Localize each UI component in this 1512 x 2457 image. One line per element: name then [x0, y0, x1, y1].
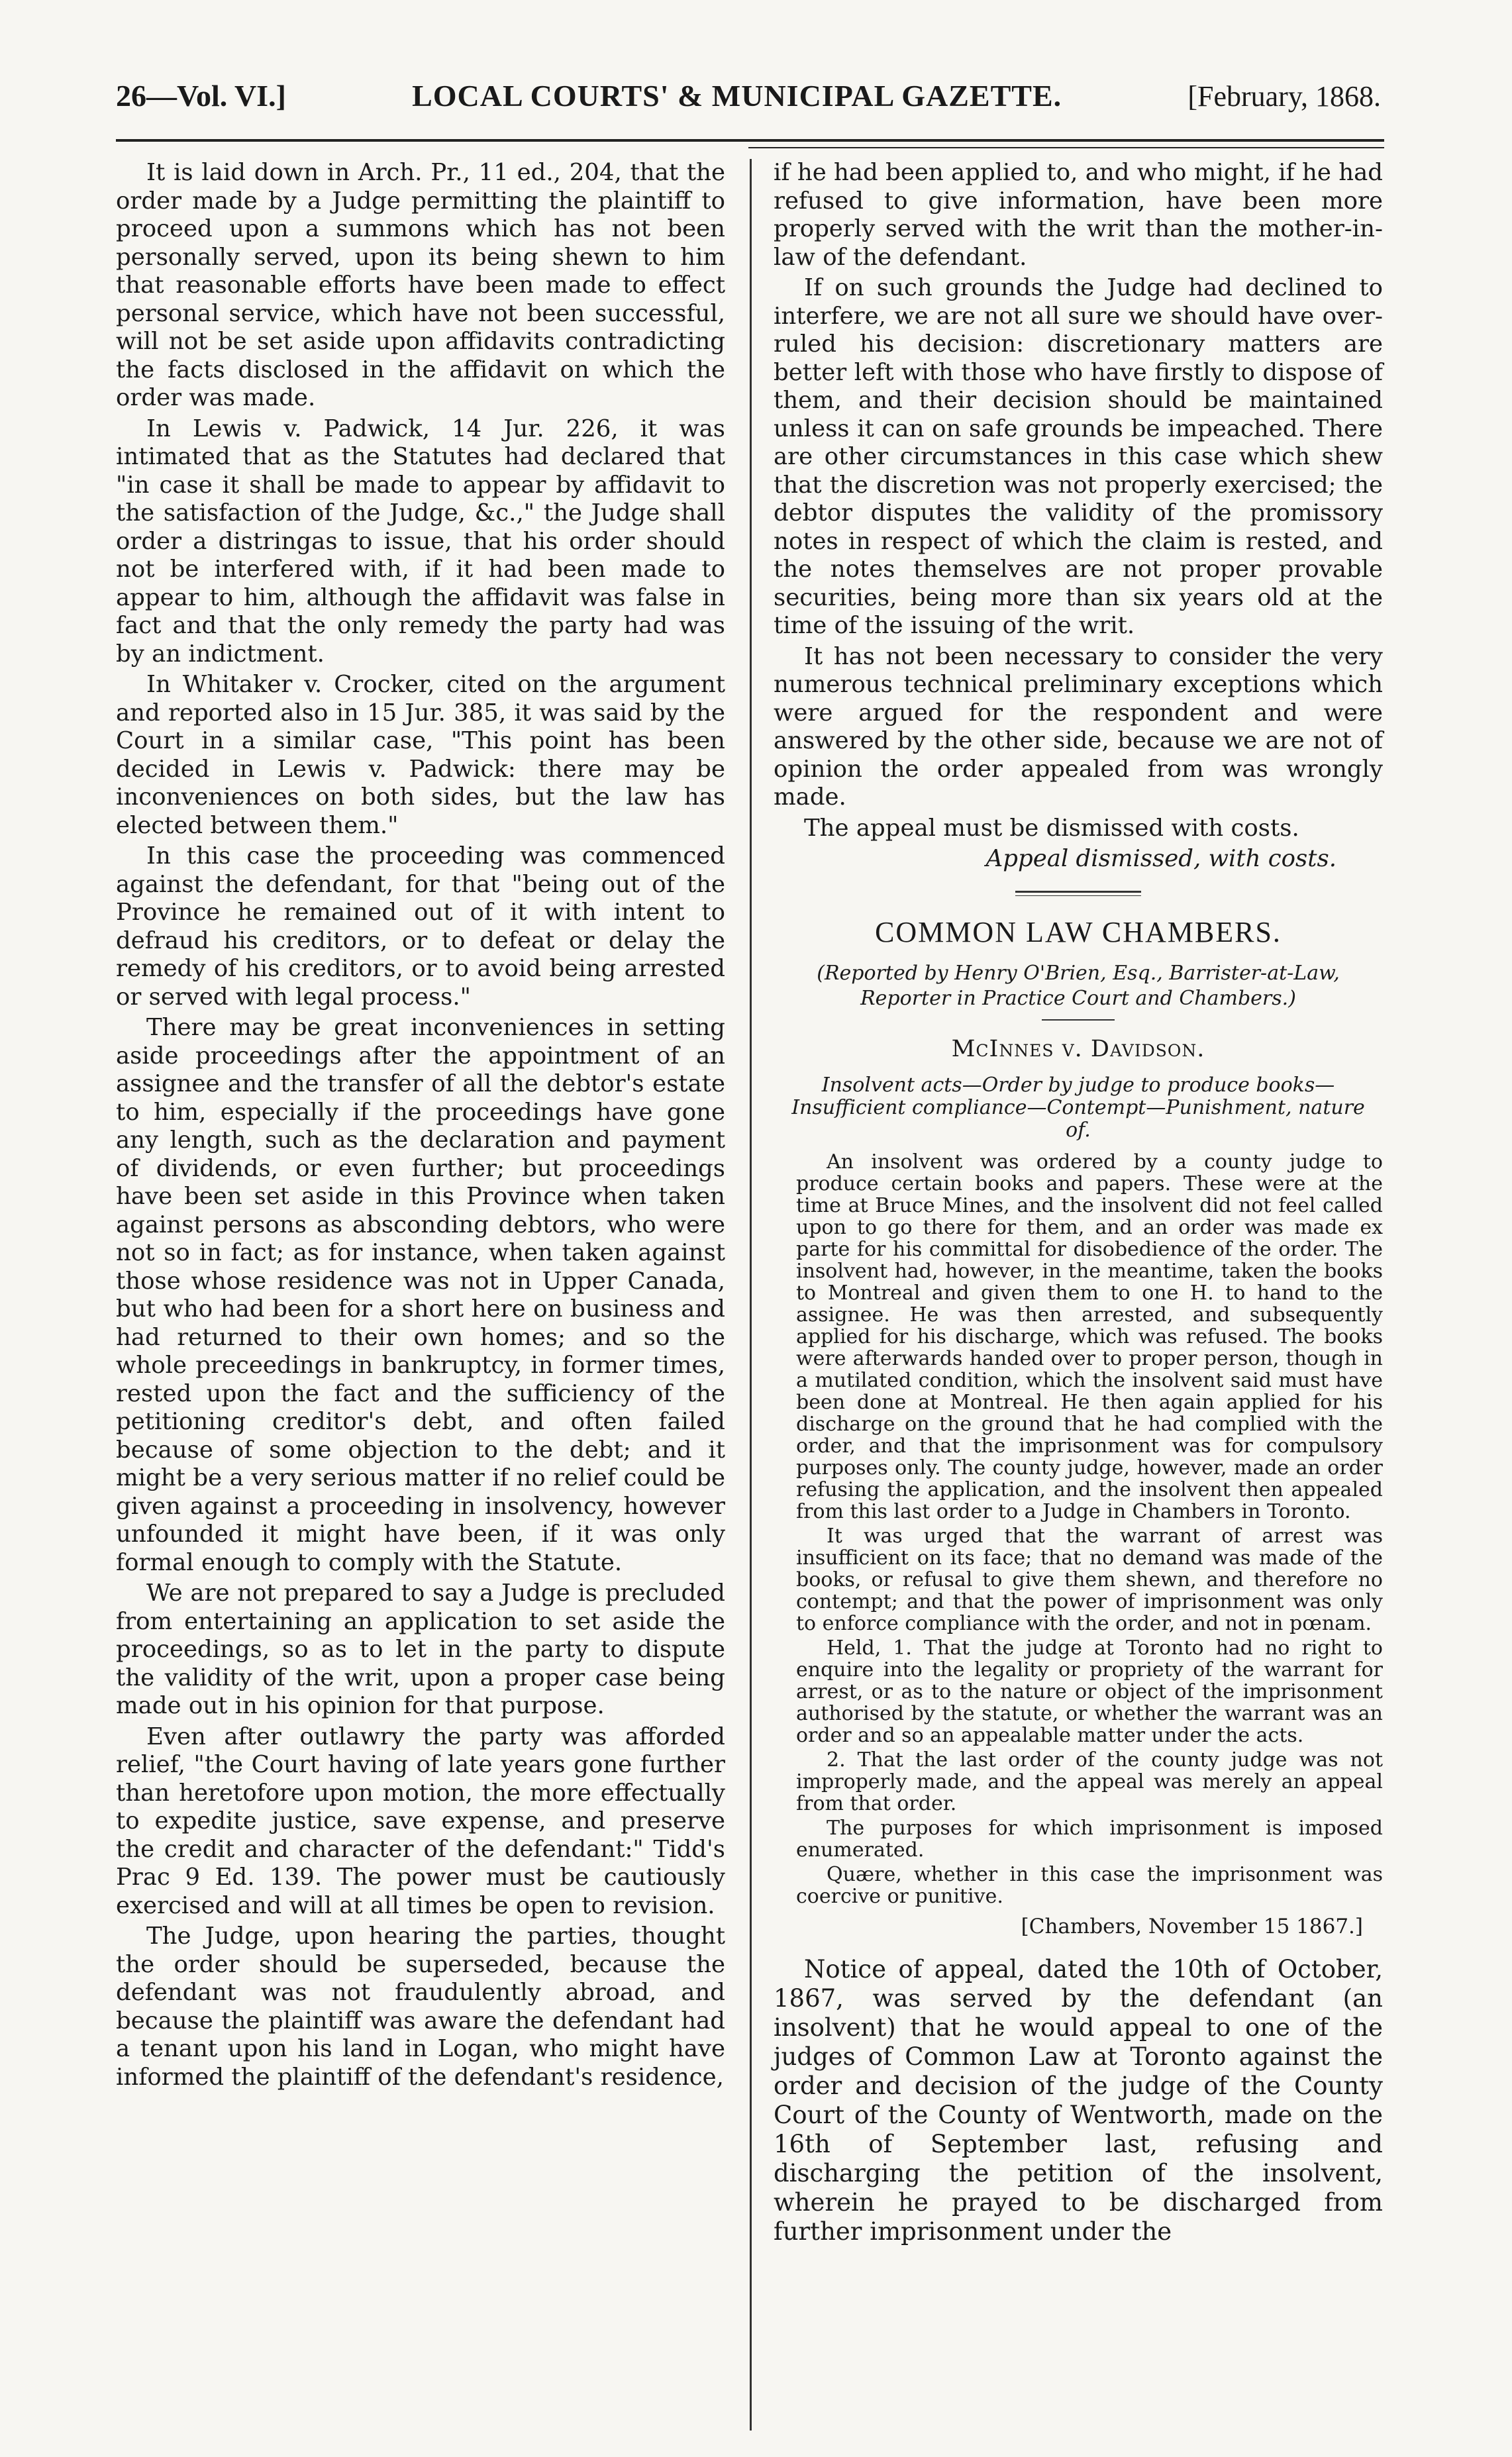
section-rule	[1015, 891, 1141, 896]
headnote: Quære, whether in this case the imprisonment was coercive or punitive.	[796, 1862, 1383, 1908]
paragraph: In this case the proceeding was commenced against the defendant, for that "being out of the Province he remained out of it with intent to defraud his creditors, or to defeat or delay the remedy of his creditors, or to avoid being arrested or served with legal process."	[116, 842, 725, 1011]
paragraph: It has not been necessary to consider the very numerous technical preliminary exceptions which were argued for the respondent and were answered by the other side, because we are not of opinion the order appealed from was wrongly made.	[774, 642, 1383, 811]
paragraph: In Lewis v. Padwick, 14 Jur. 226, it was intimated that as the Statutes had declared that "in case it shall be made to appear by affidavit to the satisfaction of the Judge, &c.," the Judge shall order a distringas to issue, that his order should not be interfered with, if it had been made to appear to him, although the affidavit was false in fact and that the only remedy the party had was by an indictment.	[116, 415, 725, 668]
chambers-date: [Chambers, November 15 1867.]	[1021, 1914, 1363, 1938]
paragraph: The appeal must be dismissed with costs.	[804, 814, 1299, 842]
page-number: 26—Vol. VI.]	[116, 79, 286, 113]
headnote: The purposes for which imprisonment is imposed enumerated.	[796, 1816, 1383, 1862]
page-header	[116, 78, 1381, 131]
case-result: Appeal dismissed, with costs.	[985, 845, 1336, 872]
paragraph: if he had been applied to, and who might, if he had refused to give information, have been more properly served with the writ than the mother-in-law of the defendant.	[774, 159, 1383, 271]
column-divider	[750, 159, 752, 2431]
publication-title: LOCAL COURTS' & MUNICIPAL GAZETTE.	[412, 79, 1062, 113]
section-title: COMMON LAW CHAMBERS.	[875, 915, 1282, 948]
paragraph: It is laid down in Arch. Pr., 11 ed., 204, that the order made by a Judge permitting the plaintiff to proceed upon a summons which has not been personally served, upon its being shewn to him that reasonable efforts have been made to effect personal service, which have not been successful, will not be set aside upon affidavits contradicting the facts disclosed in the affidavit on which the order was made.	[116, 159, 725, 411]
header-rule	[116, 139, 1384, 142]
issue-date: [February, 1868.	[1187, 80, 1381, 113]
paragraph: In Whitaker v. Crocker, cited on the argument and reported also in 15 Jur. 385, it was said by the Court in a similar case, "This point has been decided in Lewis v. Padwick: there may be inconveniences on both sides, but the law has elected between them."	[116, 671, 725, 839]
header-rule-secondary	[748, 147, 1384, 148]
paragraph: There may be great inconveniences in setting aside proceedings after the appointment of an assignee and the transfer of all the debtor's estate to him, especially if the proceedings have gone any length, such as the declaration and payment of dividends, or even further; but proceedings have been set aside in this Province when taken against persons as absconding debtors, who were not so in fact; as for instance, when taken against those whose residence was not in Upper Canada, but who had been for a short here on business and had returned to their own homes; and so the whole preceedings in bankruptcy, in former times, rested upon the fact and the sufficiency of the petitioning creditor's debt, and often failed because of some objection to the debt; and it might be a very serious matter if no relief could be given against a proceeding in insolvency, however unfounded it might have been, if it was only formal enough to comply with the Statute.	[116, 1014, 725, 1576]
reporter-note: (Reported by Henry O'Brien, Esq., Barrister-at-Law, Reporter in Practice Court and Chambers.)	[817, 962, 1340, 1010]
paragraph: The Judge, upon hearing the parties, thought the order should be superseded, because the defendant was not fraudulently abroad, and because the plaintiff was aware the defendant had a tenant upon his land in Logan, who might have informed the plaintiff of the defendant's residence,	[116, 1923, 725, 2091]
paragraph: Even after outlawry the party was afforded relief, "the Court having of late years gone further than heretofore upon motion, the more effectually to expedite justice, save expense, and preserve the credit and character of the defendant:" Tidd's Prac 9 Ed. 139. The power must be cautiously exercised and will at all times be open to revision.	[116, 1723, 725, 1919]
headnote: It was urged that the warrant of arrest was insufficient on its face; that no demand was made of the books, or refusal to give them shewn, and therefore no contempt; and that the power of imprisonment was only to enforce compliance with the order, and not in pœnam.	[796, 1524, 1383, 1635]
left-column	[116, 159, 725, 2094]
headnote: 2. That the last order of the county judge was not improperly made, and the appeal was merely an appeal from that order.	[796, 1748, 1383, 1815]
divider	[1042, 1019, 1115, 1021]
catchwords: Insolvent acts—Order by judge to produce books—Insufficient compliance—Contempt—Punishment, nature of.	[791, 1073, 1365, 1142]
paragraph: We are not prepared to say a Judge is precluded from entertaining an application to set aside the proceedings, so as to let in the party to dispute the validity of the writ, upon a proper case being made out in his opinion for that purpose.	[116, 1580, 725, 1719]
headnote: Held, 1. That the judge at Toronto had no right to enquire into the legality or propriety of the warrant for arrest, or as to the nature or object of the imprisonment authorised by the statute, or whether the warrant was an order and so an appealable matter under the acts.	[796, 1636, 1383, 1747]
paragraph: If on such grounds the Judge had declined to interfere, we are not all sure we should have over-ruled his decision: discretionary matters are better left with those who have firstly to dispose of them, and their decision should be maintained unless it can on safe grounds be impeached. There are other circumstances in this case which shew that the discretion was not properly exercised; the debtor disputes the validity of the promissory notes in respect of which the claim is rested, and the notes themselves are not proper provable securities, being more than six years old at the time of the issuing of the writ.	[774, 274, 1383, 639]
case-name: McInnes v. Davidson.	[951, 1036, 1205, 1062]
right-column	[774, 159, 1383, 2249]
paragraph: Notice of appeal, dated the 10th of October, 1867, was served by the defendant (an insolvent) that he would appeal to one of the judges of Common Law at Toronto against the order and decision of the judge of the County Court of the County of Wentworth, made on the 16th of September last, refusing and discharging the petition of the insolvent, wherein he prayed to be discharged from further imprisonment under the	[774, 1955, 1383, 2246]
headnote: An insolvent was ordered by a county judge to produce certain books and papers. These were at the time at Bruce Mines, and the insolvent did not feel called upon to go there for them, and an order was made ex parte for his committal for disobedience of the order. The insolvent had, however, in the meantime, taken the books to Montreal and given them to one H. to hand to the assignee. He was then arrested, and subsequently applied for his discharge, which was refused. The books were afterwards handed over to proper person, though in a mutilated condition, which the insolvent said must have been done at Montreal. He then again applied for his discharge on the ground that he had complied with the order, and that the imprisonment was for compulsory purposes only. The county judge, however, made an order refusing the application, and the insolvent then appealed from this last order to a Judge in Chambers in Toronto.	[796, 1150, 1383, 1523]
